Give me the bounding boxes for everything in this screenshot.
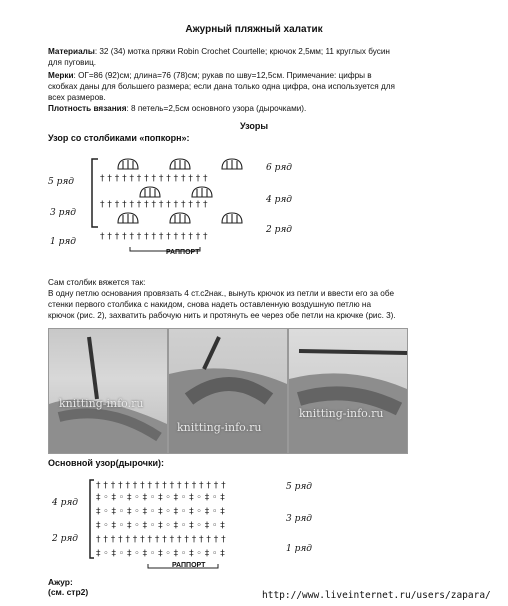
main-row-label-2: 2 ряд <box>52 534 79 544</box>
lace-ref: (см. стр2) <box>48 587 89 597</box>
popcorn-row-label-4: 4 ряд <box>266 195 293 205</box>
stitch-line-1: Сам столбик вяжется так: <box>48 278 146 287</box>
gauge-paragraph <box>48 103 458 114</box>
measures-text-2: скобках даны для большего размера; если дана только одна цифра, она используется для <box>48 82 395 91</box>
svg-text:† † † † † † † † † † † † † † †: † † † † † † † † † † † † † † † <box>100 200 208 210</box>
svg-text:† † † † † † † † † † † † † † †: † † † † † † † † † † † † † † † † † † <box>96 481 226 491</box>
photo-step-3 <box>288 328 408 454</box>
main-pattern-symbols <box>88 476 288 574</box>
popcorn-row-label-1: 1 ряд <box>50 237 77 247</box>
stitch-line-2: В одну петлю основания провязать 4 ст.с2нак., вынуть крючок из петли и ввести его за обе <box>48 289 395 298</box>
measures-paragraph <box>48 70 458 103</box>
popcorn-symbols <box>90 155 265 255</box>
svg-text:‡ ◦ ‡ ◦ ‡ ◦ ‡ ◦ ‡ ◦ ‡ ◦ ‡ ◦ ‡: ‡ ◦ ‡ ◦ ‡ ◦ ‡ ◦ ‡ ◦ ‡ ◦ ‡ ◦ ‡ ◦ ‡ <box>96 507 225 517</box>
materials-paragraph <box>48 46 458 68</box>
lace-label: Ажур: <box>48 577 73 587</box>
popcorn-repeat-label: РАППОРТ <box>166 249 200 256</box>
photo-2-illustration <box>169 329 287 453</box>
svg-text:† † † † † † † † † † † † † † †: † † † † † † † † † † † † † † † <box>100 232 208 242</box>
measures-text-1: : ОГ=86 (92)см; длина=76 (78)см; рукав по шву=12,5см. Примечание: цифры в <box>73 71 372 80</box>
stitch-line-4: крючок (рис. 2), захватить рабочую нить и протянуть ее через обе петли на крючке (рис. 3). <box>48 311 396 320</box>
main-pattern-chart <box>48 476 338 576</box>
photo-3-illustration <box>289 329 407 453</box>
main-pattern-heading: Основной узор(дырочки): <box>48 458 164 468</box>
popcorn-row-label-5: 5 ряд <box>48 177 75 187</box>
photo-step-2 <box>168 328 288 454</box>
materials-text: : 32 (34) мотка пряжи Robin Crochet Courtelle; крючок 2,5мм; 11 круглых бусин <box>94 47 390 56</box>
patterns-heading: Узоры <box>239 121 269 131</box>
photo-1-illustration <box>49 329 167 453</box>
main-row-label-4: 4 ряд <box>52 498 79 508</box>
photo-2-watermark: knitting-info.ru <box>177 421 262 434</box>
main-repeat-label: РАППОРТ <box>172 562 206 569</box>
popcorn-heading: Узор со столбиками «попкорн»: <box>48 133 190 143</box>
main-row-label-5: 5 ряд <box>286 482 313 492</box>
stitch-line-3: стенки первого столбика с накидом, снова надеть оставленную воздушную петлю на <box>48 300 372 309</box>
stitch-instructions <box>48 277 458 321</box>
photo-3-watermark: knitting-info.ru <box>299 407 384 420</box>
materials-cont: для пуговиц. <box>48 58 97 67</box>
photo-step-1 <box>48 328 168 454</box>
svg-text:‡ ◦ ‡ ◦ ‡ ◦ ‡ ◦ ‡ ◦ ‡ ◦ ‡ ◦ ‡: ‡ ◦ ‡ ◦ ‡ ◦ ‡ ◦ ‡ ◦ ‡ ◦ ‡ ◦ ‡ ◦ ‡ <box>96 521 225 531</box>
popcorn-row-label-3: 3 ряд <box>50 208 77 218</box>
gauge-text: : 8 петель=2,5см основного узора (дырочками). <box>126 104 307 113</box>
popcorn-row-label-6: 6 ряд <box>266 163 293 173</box>
svg-text:‡ ◦ ‡ ◦ ‡ ◦ ‡ ◦ ‡ ◦ ‡ ◦ ‡ ◦ ‡: ‡ ◦ ‡ ◦ ‡ ◦ ‡ ◦ ‡ ◦ ‡ ◦ ‡ ◦ ‡ ◦ ‡ <box>96 549 225 559</box>
page-title: Ажурный пляжный халатик <box>185 24 323 35</box>
svg-text:† † † † † † † † † † † † † † †: † † † † † † † † † † † † † † † † † † <box>96 535 226 545</box>
svg-text:‡ ◦ ‡ ◦ ‡ ◦ ‡ ◦ ‡ ◦ ‡ ◦ ‡ ◦ ‡: ‡ ◦ ‡ ◦ ‡ ◦ ‡ ◦ ‡ ◦ ‡ ◦ ‡ ◦ ‡ ◦ ‡ <box>96 493 225 503</box>
popcorn-row-label-2: 2 ряд <box>266 225 293 235</box>
measures-label: Мерки <box>48 71 74 80</box>
main-row-label-3: 3 ряд <box>286 514 313 524</box>
source-url: http://www.liveinternet.ru/users/zapara/ <box>262 590 491 601</box>
popcorn-chart <box>48 155 308 260</box>
measures-text-3: всех размеров. <box>48 93 106 102</box>
svg-text:† † † † † † † † † † † † † † †: † † † † † † † † † † † † † † † <box>100 174 208 184</box>
lace-heading <box>48 577 88 597</box>
gauge-label: Плотность вязания <box>48 104 127 113</box>
main-row-label-1: 1 ряд <box>286 544 313 554</box>
materials-label: Материалы <box>48 47 95 56</box>
photo-1-watermark: knitting-info.ru <box>59 397 144 410</box>
